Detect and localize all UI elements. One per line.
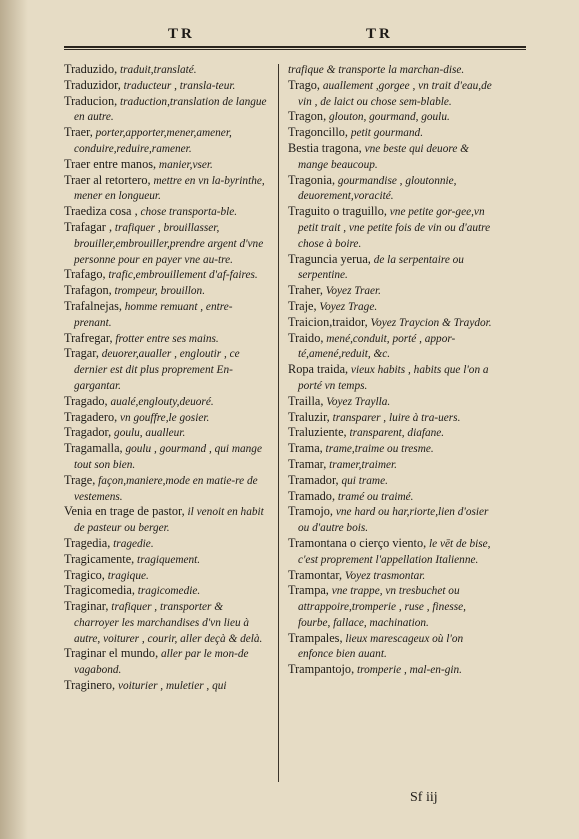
dictionary-entry bbox=[64, 583, 270, 599]
right-column bbox=[288, 62, 500, 678]
entry-definition: façon,maniere,mode en matie-re de vestemens. bbox=[74, 474, 258, 503]
entry-definition: gourmandise , gloutonnie, deuorement,voracité. bbox=[298, 174, 457, 203]
entry-headword: Traer entre manos, bbox=[64, 156, 157, 171]
entry-definition: aualé,englouty,deuoré. bbox=[107, 395, 214, 408]
entry-headword: Tragoncillo, bbox=[288, 125, 349, 140]
entry-headword: Tragar, bbox=[64, 346, 99, 361]
entry-headword: Bestia tragona, bbox=[288, 140, 362, 155]
dictionary-entry bbox=[288, 583, 500, 630]
entry-definition: tragicomedie. bbox=[134, 585, 201, 598]
entry-definition: goulu , gourmand , qui mange tout son bien. bbox=[74, 443, 262, 471]
entry-definition: vne beste qui deuore & mange beaucoup. bbox=[298, 142, 469, 171]
binding-shadow bbox=[0, 0, 28, 839]
entry-definition: deuorer,aualler , engloutir , ce dernier est dit plus proprement En-gargantar. bbox=[74, 348, 240, 392]
entry-headword: Tramar, bbox=[288, 456, 327, 471]
dictionary-entry bbox=[64, 283, 270, 299]
dictionary-entry bbox=[64, 425, 270, 441]
dictionary-entry bbox=[288, 141, 500, 173]
dictionary-entry bbox=[64, 157, 270, 173]
entry-headword: Tramador, bbox=[288, 472, 339, 487]
entry-definition: Voyez Trage. bbox=[316, 300, 378, 313]
dictionary-entry bbox=[64, 473, 270, 505]
entry-definition: glouton, gourmand, goulu. bbox=[326, 111, 450, 124]
entry-headword: Trafago, bbox=[64, 267, 106, 282]
dictionary-entry bbox=[64, 536, 270, 552]
entry-definition: traducteur , transla-teur. bbox=[120, 79, 236, 92]
entry-definition: chose transporta-ble. bbox=[137, 206, 238, 219]
entry-definition: trame,traime ou tresme. bbox=[322, 443, 434, 456]
entry-headword: Venia en trage de pastor, bbox=[64, 504, 185, 519]
entry-definition: traduit,translaté. bbox=[117, 64, 197, 76]
dictionary-entry bbox=[64, 346, 270, 393]
entry-definition: tromperie , mal-en-gin. bbox=[354, 664, 462, 677]
entry-headword: Traicion,traidor, bbox=[288, 314, 368, 329]
dictionary-entry bbox=[288, 457, 500, 473]
entry-definition: qui trame. bbox=[338, 474, 388, 487]
entry-definition: trafic,embrouillement d'af-faires. bbox=[105, 269, 258, 282]
entry-headword: Trafregar, bbox=[64, 330, 113, 345]
entry-definition: Voyez Traycion & Traydor. bbox=[367, 316, 492, 329]
entry-headword: Traluzir, bbox=[288, 409, 330, 424]
entry-headword: Trafagar , bbox=[64, 219, 113, 234]
dictionary-entry bbox=[288, 78, 500, 110]
dictionary-entry bbox=[64, 204, 270, 220]
entry-headword: Trafalnejas, bbox=[64, 298, 122, 313]
dictionary-entry bbox=[288, 394, 500, 410]
dictionary-entry bbox=[64, 678, 270, 694]
dictionary-entry bbox=[288, 299, 500, 315]
dictionary-entry bbox=[288, 410, 500, 426]
entry-definition: goulu, aualleur. bbox=[111, 427, 186, 440]
entry-headword: Trage, bbox=[64, 472, 96, 487]
entry-definition: vne trappe, vn tresbuchet ou attrappoire,tromperie , ruse , finesse, fourbe, fallace, machination. bbox=[298, 585, 466, 629]
dictionary-entry bbox=[288, 489, 500, 505]
entry-headword: Traluziente, bbox=[288, 425, 347, 440]
header-right: TR bbox=[366, 26, 393, 42]
dictionary-entry bbox=[64, 173, 270, 205]
dictionary-entry bbox=[64, 504, 270, 536]
entry-headword: Traher, bbox=[288, 283, 323, 298]
entry-definition: tragedie. bbox=[110, 537, 154, 550]
entry-headword: Traer, bbox=[64, 125, 93, 140]
entry-headword: Traguncia yerua, bbox=[288, 251, 371, 266]
entry-headword: Traje, bbox=[288, 298, 317, 313]
entry-headword: Tramojo, bbox=[288, 504, 333, 519]
dictionary-entry bbox=[288, 536, 500, 568]
entry-definition: tragiquement. bbox=[134, 553, 201, 566]
running-header bbox=[64, 26, 524, 46]
entry-headword: Tragonia, bbox=[288, 172, 336, 187]
entry-definition: lieux marescageux où l'on enfonce bien auant. bbox=[298, 632, 464, 661]
entry-headword: Traediza cosa , bbox=[64, 204, 138, 219]
entry-headword: Tramontana o cierço viento, bbox=[288, 535, 427, 550]
entry-definition: trompeur, brouillon. bbox=[111, 285, 206, 298]
entry-headword: Tragador, bbox=[64, 425, 112, 440]
column-divider bbox=[278, 64, 279, 782]
entry-headword: Trampantojo, bbox=[288, 662, 355, 677]
entry-definition: le vēt de bise, c'est proprement l'appellation Italienne. bbox=[298, 537, 491, 566]
dictionary-entry bbox=[288, 252, 500, 284]
entry-headword: Tragico, bbox=[64, 567, 105, 582]
header-left: TR bbox=[168, 26, 195, 42]
entry-headword: Traer al retortero, bbox=[64, 172, 151, 187]
entry-definition: trafique & transporte la marchan-dise. bbox=[288, 64, 465, 76]
entry-headword: Traginar el mundo, bbox=[64, 646, 159, 661]
dictionary-entry bbox=[288, 362, 500, 394]
entry-headword: Trailla, bbox=[288, 393, 324, 408]
dictionary-entry bbox=[64, 125, 270, 157]
entry-definition: vne petite gor-gee,vn petit trait , vne petite fois de vin ou d'autre chose à boire. bbox=[298, 206, 491, 250]
entry-headword: Trampales, bbox=[288, 630, 343, 645]
entry-headword: Traduzido, bbox=[64, 62, 118, 76]
dictionary-entry bbox=[288, 631, 500, 663]
dictionary-entry bbox=[288, 315, 500, 331]
dictionary-entry bbox=[64, 441, 270, 473]
dictionary-entry bbox=[288, 173, 500, 205]
dictionary-entry bbox=[64, 331, 270, 347]
dictionary-entry bbox=[64, 568, 270, 584]
entry-definition: de la serpentaire ou serpentine. bbox=[298, 253, 464, 282]
entry-definition: manier,vser. bbox=[156, 158, 213, 171]
entry-headword: Traginero, bbox=[64, 678, 116, 693]
entry-definition: tragique. bbox=[104, 569, 149, 582]
entry-definition: Voyez Traer. bbox=[322, 285, 381, 298]
dictionary-entry bbox=[64, 299, 270, 331]
entry-definition: aller par le mon-de vagabond. bbox=[74, 648, 249, 677]
header-rule-thin bbox=[64, 49, 526, 50]
dictionary-entry bbox=[64, 62, 270, 78]
dictionary-entry bbox=[64, 646, 270, 678]
entry-headword: Tragado, bbox=[64, 393, 108, 408]
dictionary-entry bbox=[64, 78, 270, 94]
dictionary-entry bbox=[288, 62, 500, 78]
entry-definition: porter,apporter,mener,amener, conduire,reduire,ramener. bbox=[74, 127, 232, 155]
dictionary-entry bbox=[64, 220, 270, 267]
entry-definition: il venoit en habit de pasteur ou berger. bbox=[74, 506, 264, 535]
entry-definition: mettre en vn la-byrinthe, mener en longueur. bbox=[74, 174, 265, 203]
dictionary-entry bbox=[288, 504, 500, 536]
signature-mark: Sf iij bbox=[410, 790, 438, 805]
dictionary-entry bbox=[64, 599, 270, 646]
dictionary-entry bbox=[288, 662, 500, 678]
entry-definition: trafiquer , transporter & charroyer les marchandises d'vn lieu à autre, voiturer , courir, aller deçà & delà. bbox=[74, 601, 263, 645]
entry-headword: Tragicomedia, bbox=[64, 583, 135, 598]
entry-headword: Tramado, bbox=[288, 488, 336, 503]
entry-definition: transparer , luire à tra-uers. bbox=[329, 411, 461, 424]
entry-headword: Traguito o traguillo, bbox=[288, 204, 387, 219]
entry-definition: voiturier , muletier , qui bbox=[115, 680, 227, 693]
entry-headword: Trago, bbox=[288, 77, 321, 92]
entry-definition: transparent, diafane. bbox=[346, 427, 445, 440]
entry-headword: Tragedia, bbox=[64, 535, 111, 550]
entry-headword: Traido, bbox=[288, 330, 324, 345]
entry-headword: Tragon, bbox=[288, 109, 327, 124]
entry-definition: trafiquer , brouillasser, brouiller,embrouiller,prendre argent d'vne personne pour en payer vne au-tre. bbox=[74, 221, 264, 266]
entry-definition: tramer,traimer. bbox=[326, 458, 397, 471]
entry-headword: Traducion, bbox=[64, 93, 118, 108]
entry-definition: auallement ,gorgee , vn trait d'eau,de vin , de laict ou chose sem-blable. bbox=[298, 79, 492, 108]
dictionary-entry bbox=[288, 109, 500, 125]
entry-headword: Trafagon, bbox=[64, 283, 112, 298]
dictionary-entry bbox=[288, 425, 500, 441]
entry-headword: Trama, bbox=[288, 441, 323, 456]
entry-definition: Voyez Traylla. bbox=[323, 395, 391, 408]
dictionary-entry bbox=[288, 283, 500, 299]
entry-headword: Tramontar, bbox=[288, 567, 343, 582]
dictionary-entry bbox=[288, 331, 500, 363]
left-column bbox=[64, 62, 270, 694]
dictionary-entry bbox=[288, 441, 500, 457]
entry-headword: Tragamalla, bbox=[64, 441, 123, 456]
dictionary-entry bbox=[64, 94, 270, 126]
entry-headword: Trampa, bbox=[288, 583, 329, 598]
entry-definition: Voyez trasmontar. bbox=[342, 569, 426, 582]
entry-headword: Tragicamente, bbox=[64, 551, 135, 566]
entry-definition: frotter entre ses mains. bbox=[112, 332, 219, 345]
dictionary-entry bbox=[288, 473, 500, 489]
dictionary-entry bbox=[64, 552, 270, 568]
entry-headword: Traginar, bbox=[64, 599, 109, 614]
entry-definition: petit gourmand. bbox=[348, 127, 424, 140]
dictionary-entry bbox=[288, 568, 500, 584]
dictionary-entry bbox=[64, 394, 270, 410]
entry-definition: tramé ou traimé. bbox=[335, 490, 414, 503]
entry-definition: mené,conduit, porté , appor-té,amené,reduit, &c. bbox=[298, 332, 456, 361]
entry-definition: traduction,translation de langue en autre. bbox=[74, 95, 267, 124]
dictionary-entry bbox=[64, 410, 270, 426]
header-rule bbox=[64, 46, 526, 48]
entry-definition: vn gouffre,le gosier. bbox=[117, 411, 210, 424]
entry-headword: Tragadero, bbox=[64, 409, 118, 424]
dictionary-entry bbox=[64, 267, 270, 283]
dictionary-entry bbox=[288, 125, 500, 141]
dictionary-entry bbox=[288, 204, 500, 251]
entry-definition: vne hard ou har,riorte,lien d'osier ou d'autre bois. bbox=[298, 506, 489, 535]
entry-definition: homme remuant , entre-prenant. bbox=[74, 300, 233, 329]
entry-headword: Traduzidor, bbox=[64, 77, 121, 92]
entry-definition: vieux habits , habits que l'on a porté vn temps. bbox=[298, 364, 489, 392]
entry-headword: Ropa traida, bbox=[288, 362, 349, 377]
